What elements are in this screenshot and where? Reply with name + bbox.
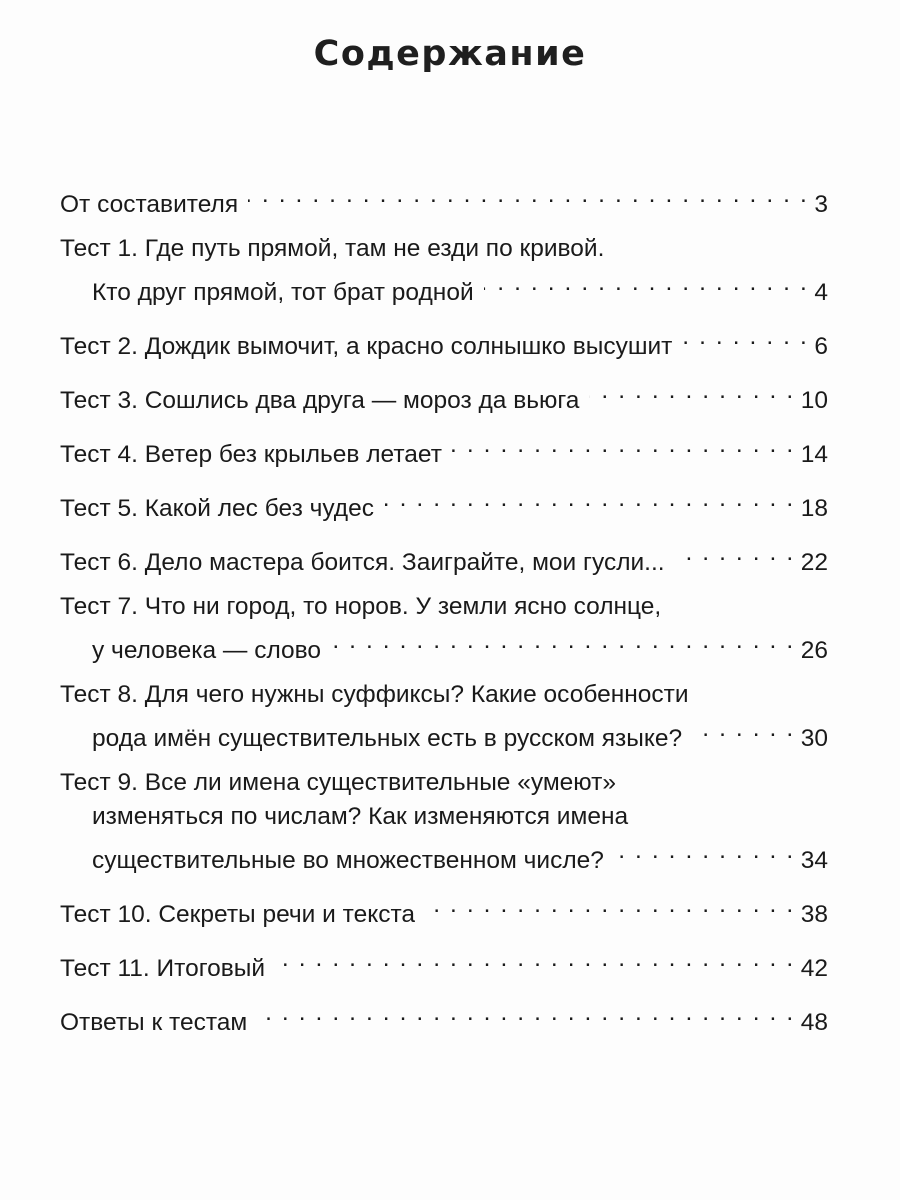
toc-entry-text-line: Тест 5. Какой лес без чудес [60,495,374,522]
dot-leader [692,712,795,746]
toc-entry [60,888,828,932]
toc-entry [60,766,828,878]
dot-leader [248,178,808,212]
dot-leader [614,834,795,868]
toc-entry-text-line: Тест 11. Итоговый [60,955,266,982]
toc-entry [60,320,828,364]
toc-entry-text-line: Тест 10. Секреты речи и текста [60,901,416,928]
toc-entry [60,178,828,222]
dot-leader [384,482,795,516]
toc-page-number: 26 [800,637,828,664]
toc-entry-text-line: Ответы к тестам [60,1009,248,1036]
dot-leader [452,428,795,462]
toc-entry-text-line: Тест 8. Для чего нужны суффиксы? Какие особенности [60,681,689,708]
toc-entry-text-line: От составителя [60,191,239,218]
toc-entry-text-line: Тест 3. Сошлись два друга — мороз да вьюга [60,387,580,414]
toc-entry [60,374,828,418]
toc-page-number: 22 [800,549,828,576]
dot-leader [675,536,795,570]
dot-leader [331,624,795,658]
toc-page-number: 6 [814,333,828,360]
dot-leader [484,266,809,300]
dot-leader [275,942,795,976]
dot-leader [425,888,795,922]
toc-page-number: 18 [800,495,828,522]
toc-entry-text-line: Тест 6. Дело мастера боится. Заиграйте, мои гусли... [60,549,665,576]
toc-entry [60,942,828,986]
toc-entry [60,232,828,310]
toc-entry-last-line [60,374,828,418]
toc-entry-last-line [60,178,828,222]
toc-entry-text-line: изменяться по числам? Как изменяются имена [92,803,629,830]
toc-entry-text-line: Тест 2. Дождик вымочит, а красно солнышко высушит [60,333,673,360]
toc-entry [60,482,828,526]
page-title: Содержание [313,34,587,74]
toc-entry-last-line [60,428,828,472]
toc-entry-text-line: существительные во множественном числе? [92,847,604,874]
toc-entry-last-line [60,266,828,310]
toc-entry-text-line: Тест 7. Что ни город, то норов. У земли ясно солнце, [60,593,662,620]
toc-page-number: 34 [800,847,828,874]
toc-entry-last-line [60,536,828,580]
toc-entry [60,590,828,668]
toc-entry-last-line [60,482,828,526]
toc-entry-text-line: рода имён существительных есть в русском языке? [92,725,683,752]
toc-entry-last-line [60,320,828,364]
toc-entry [60,536,828,580]
toc-page-number: 30 [800,725,828,752]
toc-entry-last-line [60,834,828,878]
toc-entry-text-line: у человека — слово [92,637,322,664]
dot-leader [257,996,795,1030]
toc-entry-last-line [60,996,828,1040]
dot-leader [589,374,794,408]
toc-entry-last-line [60,942,828,986]
toc-page-number: 4 [814,279,828,306]
toc-entry-text-line: Кто друг прямой, тот брат родной [92,279,474,306]
toc-entry-text-line: Тест 9. Все ли имена существительные «умеют» [60,769,616,796]
toc-page-number: 14 [800,441,828,468]
toc-entry [60,996,828,1040]
toc-page-number: 10 [800,387,828,414]
toc-entry-last-line [60,888,828,932]
toc-page-number: 48 [800,1009,828,1036]
toc-page-number: 38 [800,901,828,928]
toc-page-number: 3 [814,191,828,218]
toc-entry-text-line: Тест 4. Ветер без крыльев летает [60,441,442,468]
toc-page-number: 42 [800,955,828,982]
dot-leader [682,320,808,354]
toc-entry-text-line: Тест 1. Где путь прямой, там не езди по кривой. [60,235,605,262]
toc-entry-last-line [60,624,828,668]
table-of-contents [60,178,828,1050]
toc-entry-last-line [60,712,828,756]
toc-entry [60,678,828,756]
toc-entry [60,428,828,472]
